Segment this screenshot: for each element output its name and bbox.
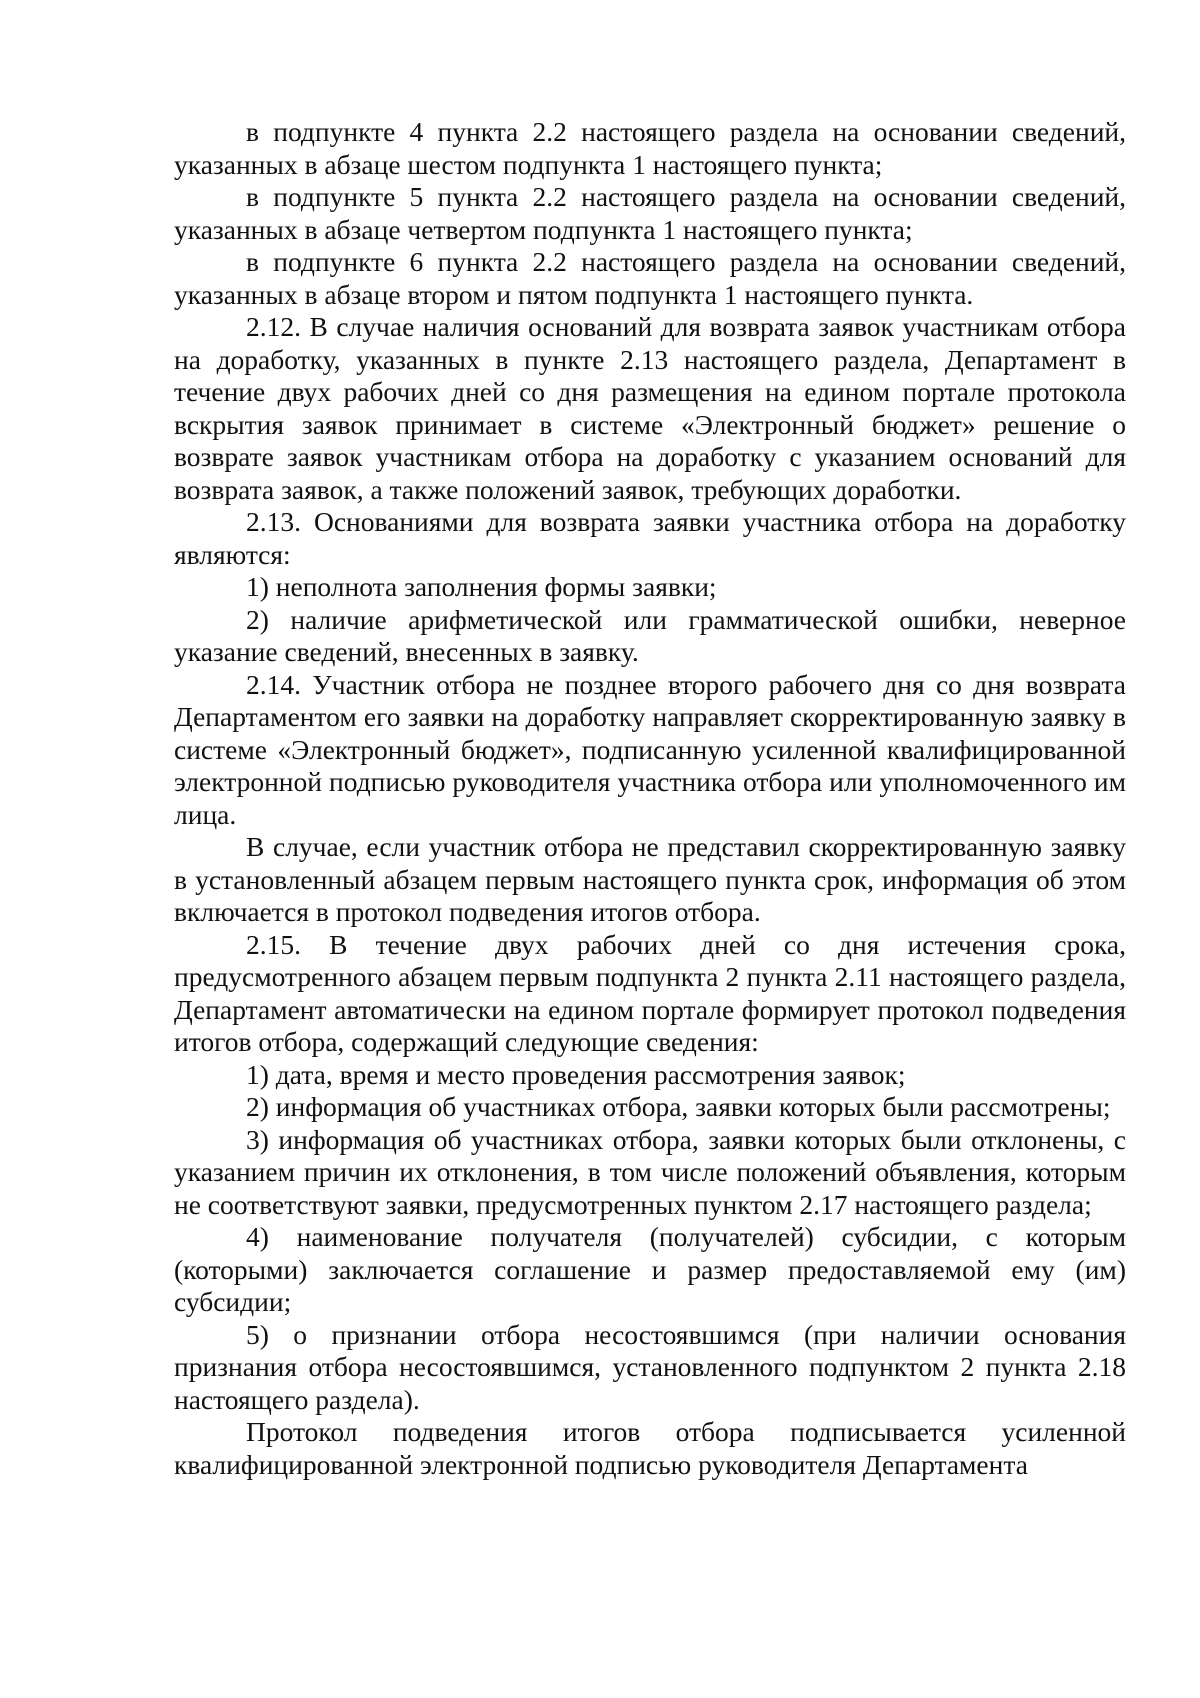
list-item: 1) неполнота заполнения формы заявки; — [246, 571, 717, 602]
paragraph-section-2-14: 2.14. Участник отбора не позднее второго рабочего дня со дня возврата Департаментом его заявки на доработку направляет скорректированную заявку в системе «Электронный бюджет», подписанную усиленной квалифицированной электронной подписью руководителя участника отбора или уполномоченного им лица. — [174, 668, 1126, 830]
paragraph: в подпункте 6 пункта 2.2 настоящего раздела на основании сведений, указанных в абзаце втором и пятом подпункта 1 настоящего пункта. — [174, 246, 1126, 310]
list-item: 5) о признании отбора несостоявшимся (при наличии основания признания отбора несостоявшимся, установленного подпунктом 2 пункта 2.18 настоящего раздела). — [174, 1318, 1126, 1415]
list-item: 2) информация об участниках отбора, заявки которых были рассмотрены; — [246, 1091, 1111, 1122]
paragraph: в подпункте 4 пункта 2.2 настоящего раздела на основании сведений, указанных в абзаце шестом подпункта 1 настоящего пункта; — [174, 116, 1126, 180]
paragraph: В случае, если участник отбора не представил скорректированную заявку в установленный абзацем первым настоящего пункта срок, информация об этом включается в протокол подведения итогов отбора. — [174, 831, 1126, 927]
paragraph-section-2-12: 2.12. В случае наличия оснований для возврата заявок участникам отбора на доработку, указанных в пункте 2.13 настоящего раздела, Департамент в течение двух рабочих дней со дня размещения на едином портале протокола вскрытия заявок принимает в системе «Электронный бюджет» решение о возврате заявок участникам отбора на доработку с указанием оснований для возврата заявок, а также положений заявок, требующих доработки. — [174, 311, 1126, 505]
list-item: 3) информация об участниках отбора, заявки которых были отклонены, с указанием причин их отклонения, в том числе положений объявления, которым не соответствуют заявки, предусмотренных пунктом 2.17 настоящего раздела; — [174, 1123, 1126, 1220]
list-item: 2) наличие арифметической или грамматической ошибки, неверное указание сведений, внесенных в заявку. — [174, 603, 1126, 667]
paragraph: Протокол подведения итогов отбора подписывается усиленной квалифицированной электронной подписью руководителя Департамента — [174, 1416, 1126, 1480]
list-item: 1) дата, время и место проведения рассмотрения заявок; — [246, 1058, 906, 1090]
document-body — [174, 116, 1126, 1481]
paragraph-section-2-13: 2.13. Основаниями для возврата заявки участника отбора на доработку являются: — [174, 506, 1126, 570]
paragraph-section-2-15: 2.15. В течение двух рабочих дней со дня истечения срока, предусмотренного абзацем первым подпункта 2 пункта 2.11 настоящего раздела, Департамент автоматически на едином портале формирует протокол подведения итогов отбора, содержащий следующие сведения: — [174, 928, 1126, 1057]
list-item: 4) наименование получателя (получателей) субсидии, с которым (которыми) заключается соглашение и размер предоставляемой ему (им) субсидии; — [174, 1221, 1126, 1317]
paragraph: в подпункте 5 пункта 2.2 настоящего раздела на основании сведений, указанных в абзаце четвертом подпункта 1 настоящего пункта; — [174, 181, 1126, 245]
